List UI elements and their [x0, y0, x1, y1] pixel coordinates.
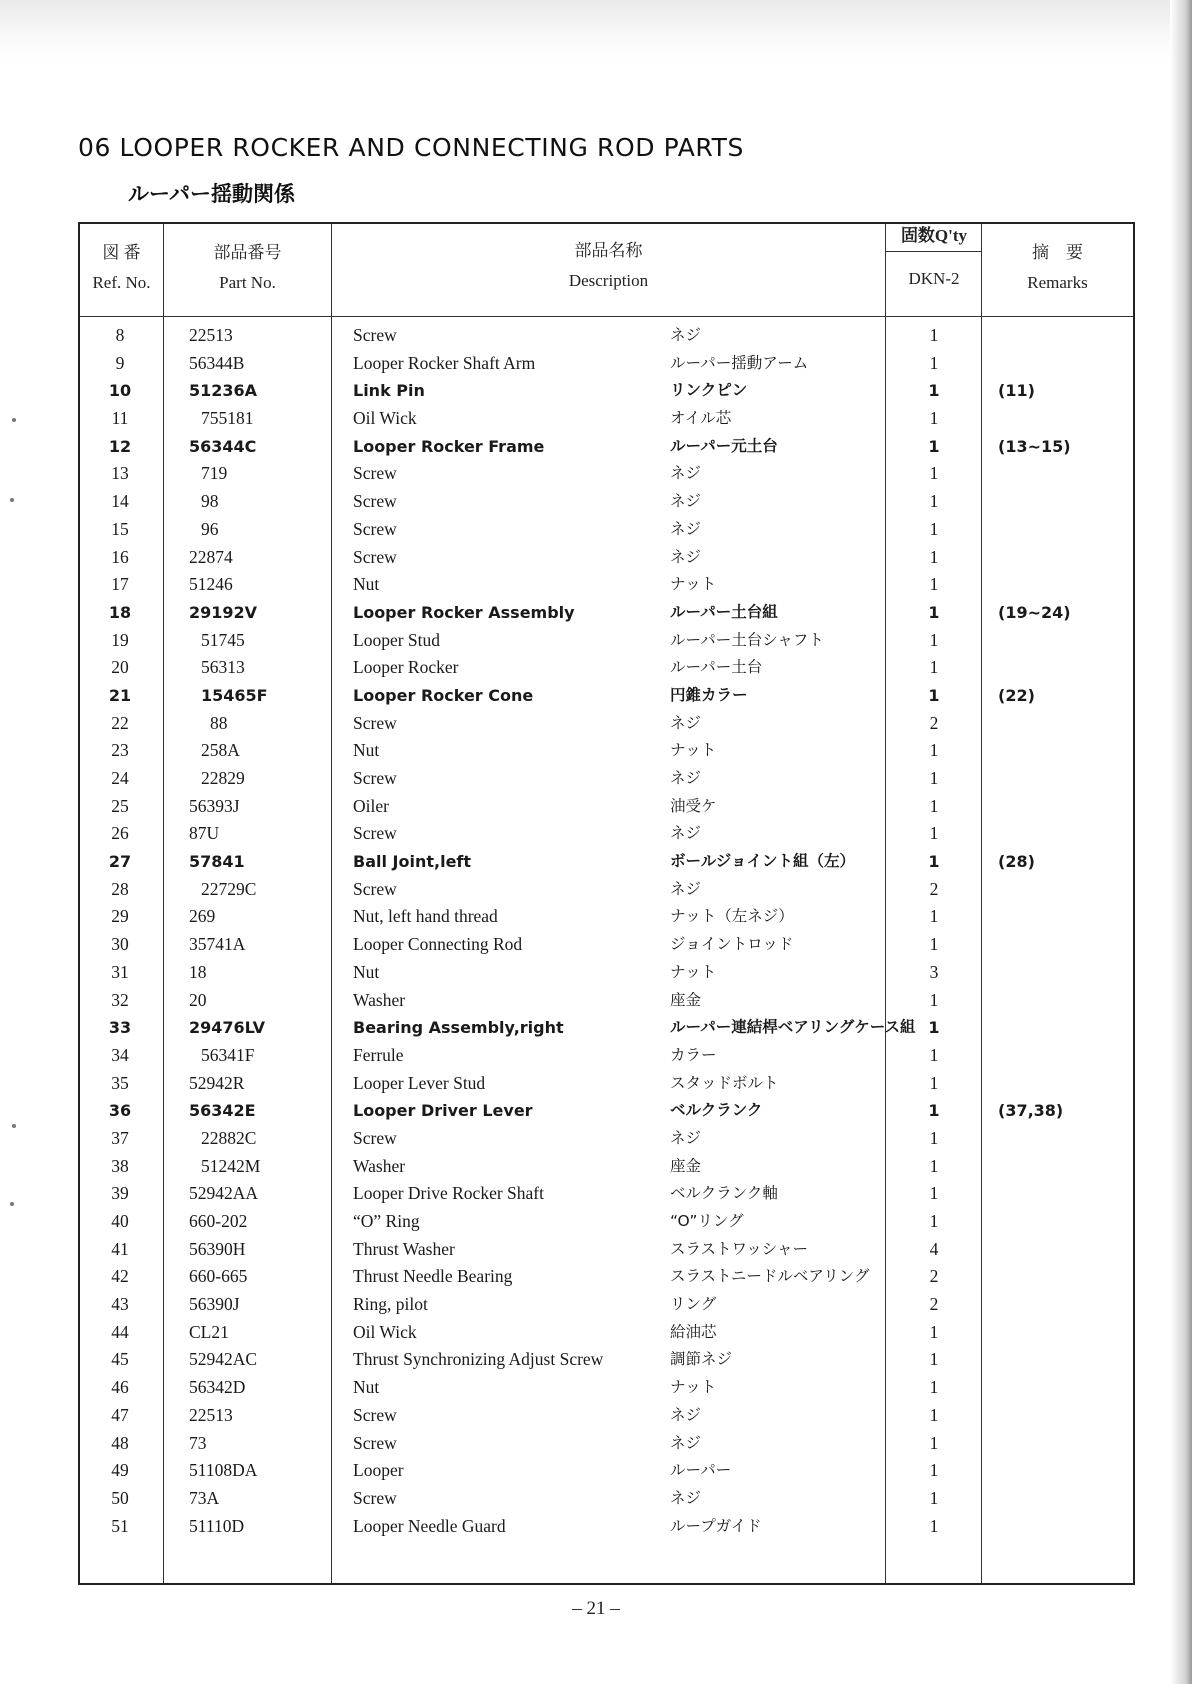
- table-row: [80, 1457, 1133, 1485]
- cell-part-no: 660-202: [189, 1211, 248, 1231]
- cell-ref-no: 25: [111, 795, 129, 816]
- cell-description-ja: リング: [670, 1295, 717, 1314]
- cell-description-ja: ナット: [670, 1378, 717, 1397]
- cell-description: Looper Connecting Rod: [353, 934, 523, 955]
- cell-quantity: 1: [929, 325, 939, 345]
- cell-description: Looper: [353, 1460, 404, 1481]
- cell-part-no: 56342E: [189, 1101, 256, 1121]
- cell-quantity: 1: [929, 463, 939, 484]
- cell-part-no: 56390H: [189, 1238, 246, 1259]
- cell-quantity: 1: [929, 1127, 939, 1148]
- cell-ref-no: 47: [111, 1404, 129, 1425]
- cell-description-ja: カラー: [670, 1045, 717, 1064]
- cell-description: Thrust Washer: [353, 1238, 455, 1259]
- cell-description-ja: ルーパー連結桿ベアリングケース組: [670, 1018, 916, 1037]
- cell-part-no: 719: [201, 463, 228, 484]
- table-row: [80, 1097, 1133, 1125]
- scan-speck: [10, 1202, 14, 1206]
- cell-description-ja: スタッドボルト: [670, 1073, 779, 1092]
- cell-ref-no: 43: [111, 1294, 129, 1315]
- cell-quantity: 1: [929, 1432, 939, 1453]
- cell-part-no: 22882C: [201, 1127, 257, 1148]
- cell-ref-no: 24: [111, 768, 129, 788]
- table-row: [80, 793, 1133, 821]
- cell-quantity: 3: [929, 961, 939, 982]
- cell-quantity: 1: [929, 906, 939, 927]
- cell-description: Nut: [353, 961, 380, 982]
- cell-quantity: 4: [929, 1238, 939, 1259]
- cell-quantity: 1: [929, 768, 939, 788]
- cell-ref-no: 31: [111, 961, 129, 982]
- cell-quantity: 1: [928, 1018, 940, 1038]
- table-row: [80, 654, 1133, 682]
- cell-description-ja: ネジ: [670, 769, 702, 787]
- cell-quantity: 1: [929, 1211, 939, 1231]
- cell-ref-no: 48: [111, 1432, 129, 1453]
- cell-description-ja: 調節ネジ: [670, 1350, 733, 1369]
- cell-ref-no: 38: [111, 1155, 129, 1176]
- table-row: [80, 1263, 1133, 1291]
- cell-part-no: 22513: [189, 1404, 233, 1425]
- cell-description-ja: ネジ: [670, 1405, 702, 1424]
- cell-ref-no: 26: [111, 823, 129, 844]
- cell-ref-no: 11: [111, 408, 129, 429]
- cell-description: Ferrule: [353, 1044, 404, 1065]
- table-row: [80, 1180, 1133, 1208]
- cell-description: Ring, pilot: [353, 1294, 428, 1315]
- cell-description: Nut, left hand thread: [353, 906, 498, 927]
- cell-description-ja: 座金: [670, 1156, 702, 1175]
- cell-ref-no: 10: [108, 381, 132, 401]
- cell-ref-no: 16: [111, 546, 129, 567]
- cell-remarks: (19~24): [998, 602, 1071, 622]
- cell-part-no: 56344B: [189, 352, 245, 373]
- table-row: [80, 931, 1133, 959]
- cell-quantity: 1: [929, 1404, 939, 1425]
- cell-quantity: 1: [929, 352, 939, 373]
- cell-ref-no: 20: [111, 657, 129, 678]
- table-row: [80, 737, 1133, 765]
- header-ref-en: Ref. No.: [92, 273, 151, 292]
- table-row: [80, 1374, 1133, 1402]
- page-title: 06 LOOPER ROCKER AND CONNECTING ROD PARTS: [78, 133, 744, 162]
- table-row: [80, 765, 1133, 793]
- cell-description-ja: スラストニードルベアリング: [670, 1267, 870, 1286]
- cell-quantity: 1: [928, 602, 940, 622]
- cell-ref-no: 13: [111, 463, 129, 484]
- cell-part-no: 51242M: [201, 1155, 261, 1176]
- table-row: [80, 322, 1133, 350]
- cell-part-no: 52942AC: [189, 1349, 258, 1370]
- cell-remarks: (22): [998, 685, 1035, 705]
- cell-part-no: 35741A: [189, 934, 246, 955]
- cell-quantity: 1: [929, 1155, 939, 1176]
- table-row: [80, 1402, 1133, 1430]
- cell-description: Oil Wick: [353, 408, 417, 429]
- cell-part-no: 52942R: [189, 1072, 245, 1093]
- cell-description: Bearing Assembly,right: [353, 1018, 564, 1038]
- cell-ref-no: 18: [108, 602, 132, 622]
- cell-part-no: 269: [189, 906, 216, 927]
- scan-shadow-right: [1170, 0, 1192, 1684]
- cell-description: Oil Wick: [353, 1321, 417, 1342]
- table-row: [80, 1430, 1133, 1458]
- cell-description-ja: ネジ: [670, 879, 702, 898]
- cell-ref-no: 15: [111, 518, 129, 539]
- cell-part-no: 258A: [201, 740, 240, 761]
- header-part: [164, 238, 331, 298]
- cell-part-no: 755181: [201, 408, 254, 429]
- cell-description: Looper Lever Stud: [353, 1072, 486, 1093]
- cell-quantity: 1: [929, 518, 939, 539]
- cell-description-ja: オイル芯: [670, 409, 732, 428]
- table-row: [80, 377, 1133, 405]
- cell-ref-no: 35: [111, 1072, 129, 1093]
- cell-description-ja: 油受ケ: [670, 796, 717, 815]
- cell-description-ja: ルーパー揺動アーム: [670, 353, 809, 372]
- header-remarks: [982, 238, 1133, 298]
- cell-description: Nut: [353, 740, 380, 761]
- cell-description-ja: ルーパー元土台: [670, 436, 778, 455]
- table-row: [80, 903, 1133, 931]
- table-row: [80, 987, 1133, 1015]
- cell-description: Screw: [353, 768, 397, 788]
- table-row: [80, 516, 1133, 544]
- cell-quantity: 1: [929, 989, 939, 1010]
- cell-ref-no: 32: [111, 989, 129, 1010]
- cell-part-no: 56390J: [189, 1294, 240, 1315]
- cell-description-ja: ナット（左ネジ）: [670, 907, 794, 926]
- cell-quantity: 1: [929, 629, 939, 650]
- cell-part-no: 56344C: [189, 436, 257, 456]
- cell-ref-no: 22: [111, 712, 129, 733]
- cell-ref-no: 17: [111, 574, 129, 595]
- table-row: [80, 1208, 1133, 1236]
- table-row: [80, 1291, 1133, 1319]
- cell-description-ja: ナット: [670, 575, 717, 594]
- cell-quantity: 1: [928, 1101, 940, 1121]
- cell-ref-no: 45: [111, 1349, 129, 1370]
- cell-quantity: 1: [929, 491, 939, 512]
- cell-ref-no: 42: [111, 1266, 129, 1287]
- cell-quantity: 2: [929, 878, 939, 899]
- cell-description: Looper Rocker Cone: [353, 685, 534, 705]
- cell-part-no: 56393J: [189, 795, 240, 816]
- cell-description-ja: ナット: [670, 962, 717, 981]
- cell-description-ja: ネジ: [670, 492, 702, 511]
- cell-description-ja: ネジ: [670, 1128, 702, 1147]
- table-row: [80, 1153, 1133, 1181]
- table-row: [80, 1513, 1133, 1541]
- table-body: [80, 318, 1133, 1540]
- cell-description-ja: ネジ: [670, 326, 702, 344]
- cell-remarks: (11): [998, 381, 1035, 401]
- cell-part-no: 51110D: [189, 1515, 245, 1536]
- header-ref-ja: 図 番: [102, 243, 141, 262]
- table-row: [80, 876, 1133, 904]
- cell-part-no: 51745: [201, 629, 245, 650]
- cell-part-no: 56341F: [201, 1044, 255, 1065]
- cell-ref-no: 36: [108, 1101, 132, 1121]
- cell-quantity: 1: [929, 1349, 939, 1370]
- cell-description: Washer: [353, 1155, 406, 1176]
- header-ref: [80, 238, 163, 298]
- cell-part-no: 98: [201, 491, 219, 512]
- cell-ref-no: 33: [108, 1018, 132, 1038]
- table-row: [80, 433, 1133, 461]
- cell-description-ja: “O”リング: [670, 1212, 744, 1230]
- table-row: [80, 1014, 1133, 1042]
- cell-ref-no: 46: [111, 1377, 129, 1398]
- cell-description-ja: ナット: [670, 741, 717, 760]
- cell-quantity: 1: [929, 657, 939, 678]
- table-row: [80, 1125, 1133, 1153]
- cell-part-no: 56313: [201, 657, 245, 678]
- cell-description-ja: ループガイド: [670, 1516, 762, 1535]
- cell-ref-no: 14: [111, 491, 129, 512]
- cell-description-ja: ベルクランク: [670, 1101, 763, 1120]
- cell-part-no: 87U: [189, 823, 220, 844]
- cell-description-ja: ネジ: [670, 1488, 702, 1507]
- cell-ref-no: 9: [115, 352, 125, 373]
- table-row: [80, 1485, 1133, 1513]
- cell-quantity: 1: [929, 934, 939, 955]
- cell-description: Screw: [353, 1404, 397, 1425]
- cell-ref-no: 8: [115, 325, 125, 345]
- table-row: [80, 627, 1133, 655]
- table-row: [80, 460, 1133, 488]
- cell-description: Nut: [353, 1377, 380, 1398]
- cell-ref-no: 50: [111, 1487, 129, 1508]
- header-rem-en: Remarks: [1027, 273, 1088, 292]
- cell-description-ja: ネジ: [670, 519, 702, 538]
- cell-ref-no: 23: [111, 740, 129, 761]
- cell-description: Looper Needle Guard: [353, 1515, 506, 1536]
- cell-description-ja: ルーパー土台シャフト: [670, 630, 824, 649]
- cell-quantity: 1: [929, 740, 939, 761]
- cell-quantity: 1: [929, 1487, 939, 1508]
- cell-description-ja: ベルクランク軸: [670, 1184, 778, 1203]
- cell-ref-no: 39: [111, 1183, 129, 1204]
- cell-description-ja: ルーパー土台組: [670, 602, 778, 621]
- cell-description-ja: ネジ: [670, 547, 702, 566]
- cell-description-ja: スラストワッシャー: [670, 1239, 808, 1258]
- cell-description: Looper Drive Rocker Shaft: [353, 1183, 544, 1204]
- cell-remarks: (13~15): [998, 436, 1071, 456]
- cell-quantity: 1: [929, 1460, 939, 1481]
- cell-ref-no: 49: [111, 1460, 129, 1481]
- header-description: [332, 236, 885, 296]
- cell-description: Screw: [353, 518, 397, 539]
- scan-speck: [12, 1124, 16, 1128]
- cell-description-ja: ネジ: [670, 713, 702, 732]
- cell-part-no: 73: [189, 1432, 207, 1453]
- cell-description-ja: 座金: [670, 990, 702, 1009]
- cell-description: Looper Stud: [353, 629, 441, 650]
- table-row: [80, 350, 1133, 378]
- cell-ref-no: 28: [111, 878, 129, 899]
- cell-quantity: 1: [929, 795, 939, 816]
- cell-part-no: 51108DA: [189, 1460, 258, 1481]
- cell-description-ja: 円錐カラー: [670, 685, 748, 704]
- cell-description: Looper Rocker: [353, 657, 459, 678]
- table-row: [80, 820, 1133, 848]
- scan-speck: [10, 498, 14, 502]
- cell-quantity: 1: [929, 546, 939, 567]
- cell-part-no: 96: [201, 518, 219, 539]
- scan-speck: [12, 418, 16, 422]
- table-row: [80, 710, 1133, 738]
- cell-ref-no: 19: [111, 629, 129, 650]
- cell-ref-no: 21: [108, 685, 132, 705]
- cell-description: Screw: [353, 1432, 397, 1453]
- cell-description-ja: 給油芯: [670, 1322, 717, 1341]
- cell-description: Screw: [353, 878, 397, 899]
- table-row: [80, 959, 1133, 987]
- cell-description: Screw: [353, 463, 397, 484]
- cell-quantity: 1: [929, 1377, 939, 1398]
- cell-part-no: 15465F: [201, 685, 268, 705]
- cell-description-ja: ルーパー土台: [670, 658, 763, 677]
- cell-quantity: 1: [929, 1321, 939, 1342]
- cell-description-ja: ボールジョイント組（左）: [670, 852, 855, 871]
- table-row: [80, 1319, 1133, 1347]
- cell-description: Looper Rocker Shaft Arm: [353, 352, 536, 373]
- header-desc-ja: 部品名称: [574, 241, 643, 260]
- table-row: [80, 1236, 1133, 1264]
- page-number: – 21 –: [572, 1598, 620, 1619]
- cell-quantity: 1: [928, 436, 940, 456]
- cell-ref-no: 37: [111, 1127, 129, 1148]
- cell-part-no: 22874: [189, 546, 233, 567]
- cell-description: Screw: [353, 1487, 397, 1508]
- cell-quantity: 1: [929, 1183, 939, 1204]
- parts-table: [78, 222, 1135, 1585]
- cell-ref-no: 12: [108, 436, 132, 456]
- table-row: [80, 848, 1133, 876]
- cell-ref-no: 44: [111, 1321, 129, 1342]
- cell-ref-no: 51: [111, 1515, 129, 1536]
- table-row: [80, 571, 1133, 599]
- cell-part-no: 88: [210, 712, 228, 733]
- scan-shadow-top: [0, 0, 1192, 60]
- cell-ref-no: 40: [111, 1211, 129, 1231]
- cell-description: Screw: [353, 712, 397, 733]
- cell-quantity: 1: [929, 1072, 939, 1093]
- table-row: [80, 405, 1133, 433]
- cell-part-no: 29476LV: [189, 1018, 266, 1038]
- cell-quantity: 2: [929, 1266, 939, 1287]
- header-rem-ja: 摘 要: [1032, 243, 1083, 262]
- cell-part-no: 52942AA: [189, 1183, 259, 1204]
- table-row: [80, 544, 1133, 572]
- cell-quantity: 1: [929, 1044, 939, 1065]
- cell-part-no: 29192V: [189, 602, 258, 622]
- cell-description-ja: リンクピン: [670, 381, 748, 400]
- cell-quantity: 2: [929, 1294, 939, 1315]
- cell-description: Screw: [353, 325, 397, 345]
- cell-quantity: 1: [928, 852, 940, 872]
- cell-description: Screw: [353, 546, 397, 567]
- cell-part-no: 22829: [201, 768, 245, 788]
- cell-part-no: 51236A: [189, 381, 258, 401]
- cell-description-ja: ルーパー: [670, 1461, 732, 1480]
- cell-part-no: 57841: [189, 852, 245, 872]
- cell-description-ja: ネジ: [670, 1433, 702, 1452]
- cell-remarks: (37,38): [998, 1101, 1064, 1121]
- header-divider: [80, 316, 1133, 317]
- cell-description: Looper Rocker Frame: [353, 436, 545, 456]
- cell-description: Nut: [353, 574, 380, 595]
- table-row: [80, 1070, 1133, 1098]
- cell-description: Washer: [353, 989, 406, 1010]
- header-part-ja: 部品番号: [213, 243, 282, 262]
- cell-description: Thrust Needle Bearing: [353, 1266, 513, 1287]
- cell-part-no: CL21: [189, 1321, 229, 1342]
- cell-ref-no: 29: [111, 906, 129, 927]
- cell-description: Link Pin: [353, 381, 425, 401]
- cell-part-no: 51246: [189, 574, 233, 595]
- table-row: [80, 488, 1133, 516]
- cell-remarks: (28): [998, 852, 1035, 872]
- qty-header-divider: [886, 251, 982, 252]
- cell-quantity: 1: [928, 381, 940, 401]
- header-qty-ja: 固数Q'ty: [900, 226, 968, 245]
- cell-part-no: 20: [189, 989, 207, 1010]
- cell-quantity: 1: [928, 685, 940, 705]
- table-row: [80, 682, 1133, 710]
- cell-ref-no: 30: [111, 934, 129, 955]
- cell-part-no: 18: [189, 961, 207, 982]
- cell-description: Looper Driver Lever: [353, 1101, 533, 1121]
- cell-part-no: 22513: [189, 325, 233, 345]
- header-qty-model: DKN-2: [908, 269, 960, 288]
- cell-description-ja: ネジ: [670, 824, 702, 843]
- cell-quantity: 1: [929, 823, 939, 844]
- cell-part-no: 73A: [189, 1487, 220, 1508]
- cell-quantity: 1: [929, 408, 939, 429]
- table-row: [80, 1042, 1133, 1070]
- table-row: [80, 599, 1133, 627]
- cell-ref-no: 34: [111, 1044, 129, 1065]
- cell-description: Screw: [353, 1127, 397, 1148]
- cell-part-no: 22729C: [201, 878, 257, 899]
- cell-description: Looper Rocker Assembly: [353, 602, 575, 622]
- table-row: [80, 1346, 1133, 1374]
- cell-part-no: 660-665: [189, 1266, 248, 1287]
- cell-description: Screw: [353, 823, 397, 844]
- cell-quantity: 1: [929, 1515, 939, 1536]
- cell-description: Oiler: [353, 795, 389, 816]
- cell-description-ja: ジョイントロッド: [670, 935, 794, 954]
- cell-description: Thrust Synchronizing Adjust Screw: [353, 1349, 604, 1370]
- cell-ref-no: 27: [108, 852, 132, 872]
- cell-quantity: 1: [929, 574, 939, 595]
- header-desc-en: Description: [568, 271, 649, 290]
- cell-ref-no: 41: [111, 1238, 129, 1259]
- cell-description-ja: ネジ: [670, 464, 702, 483]
- cell-description: “O” Ring: [353, 1211, 420, 1231]
- cell-quantity: 2: [929, 712, 939, 733]
- header-part-en: Part No.: [219, 273, 276, 292]
- cell-part-no: 56342D: [189, 1377, 246, 1398]
- cell-description: Screw: [353, 491, 397, 512]
- cell-description: Ball Joint,left: [353, 852, 472, 872]
- page-subtitle-japanese: ルーパー揺動関係: [128, 182, 295, 206]
